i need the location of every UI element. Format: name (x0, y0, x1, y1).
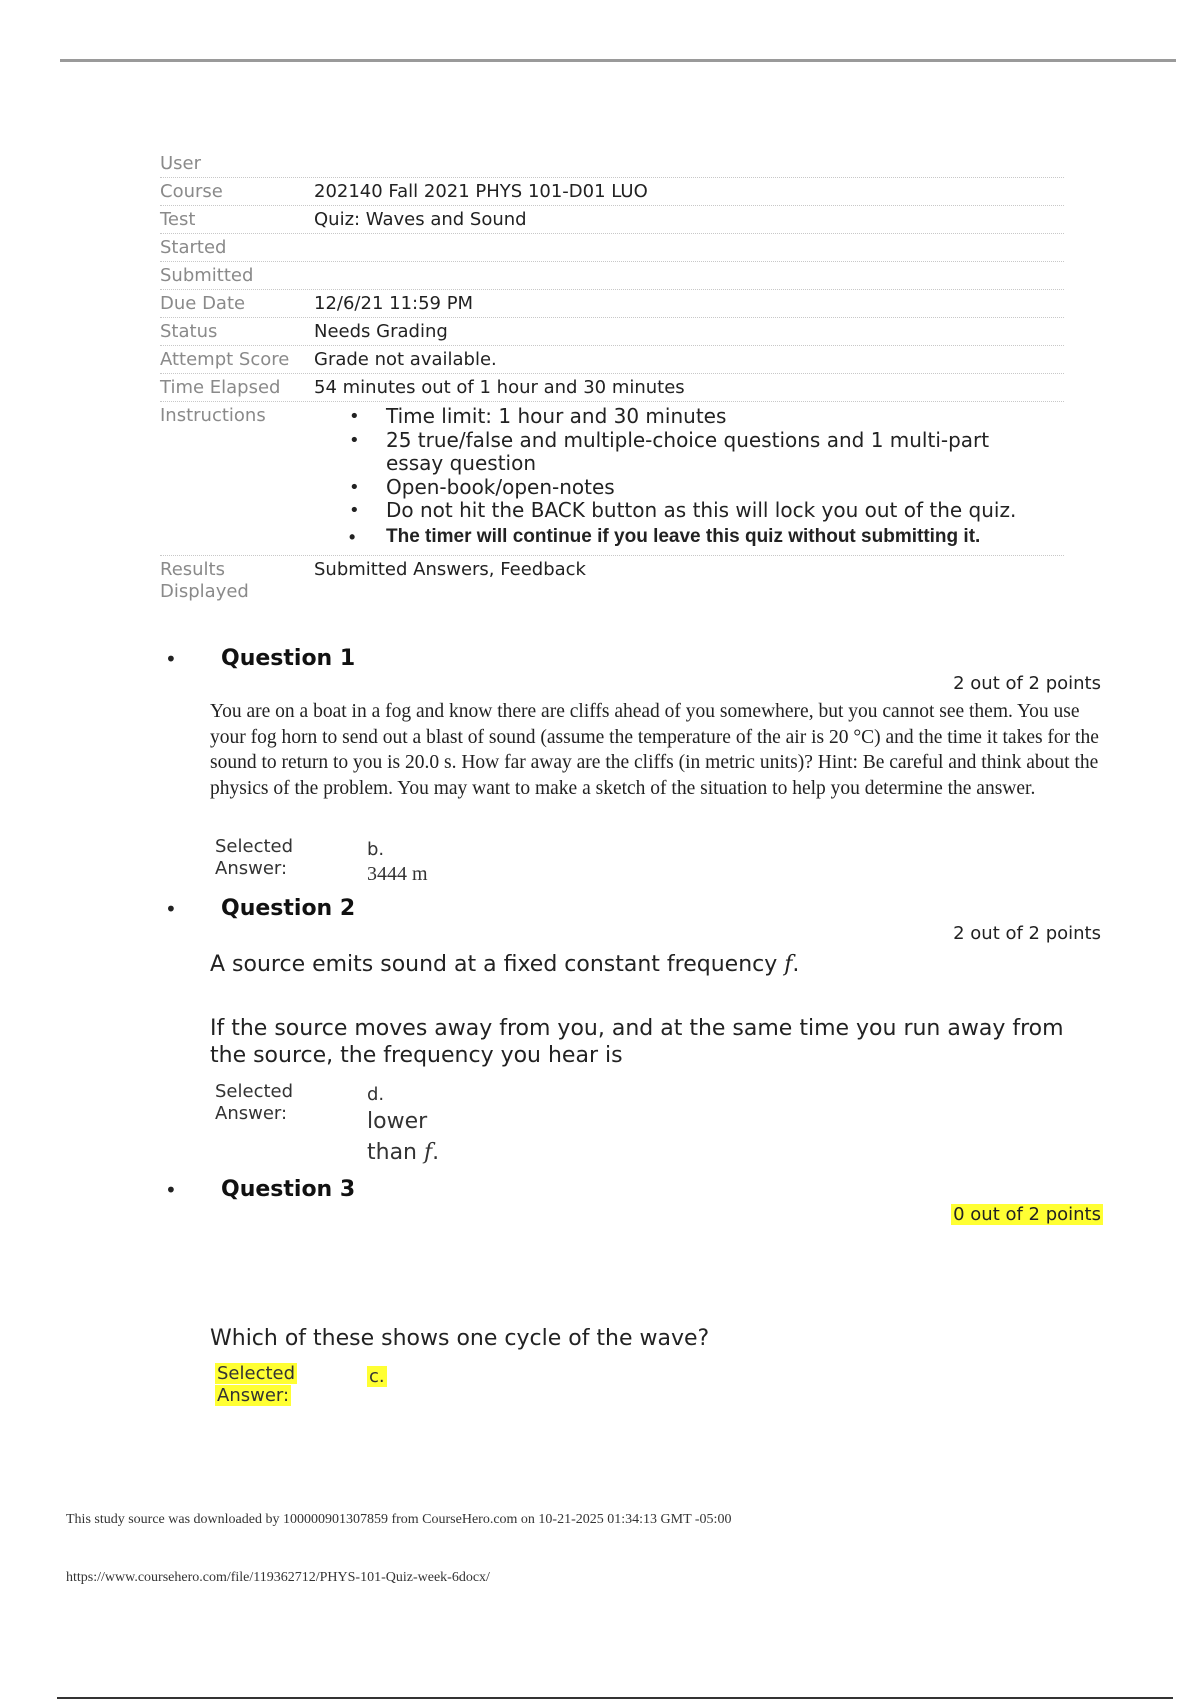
question-text-2: If the source moves away from you, and at the same time you run away from the source, the frequency you hear is (210, 1016, 1064, 1068)
question-points: 2 out of 2 points (953, 923, 1101, 944)
selected-answer (215, 1363, 387, 1407)
meta-label: Course (160, 181, 223, 202)
question-text: You are on a boat in a fog and know there are cliffs ahead of you somewhere, but you cannot see them. You use your fog horn to send out a blast of sound (assume the temperature of the air is 20 °C) and the time it takes for the sound to return to you is 20.0 s. How far away are the cliffs (in metric units)? Hint: Be careful and think about the physics of the problem. You may want to make a sketch of the situation to help you determine the answer. (210, 701, 1099, 799)
meta-row-time-elapsed (160, 374, 1064, 402)
question-text: Which of these shows one cycle of the wave? (210, 1326, 710, 1351)
meta-label: Instructions (160, 405, 266, 426)
meta-value: 202140 Fall 2021 PHYS 101-D01 LUO (314, 181, 648, 202)
instruction-item: • Open-book/open-notes (314, 476, 1036, 500)
selected-answer-label: Selected Answer: (217, 1363, 296, 1406)
meta-row-submitted (160, 262, 1064, 290)
meta-value: Quiz: Waves and Sound (314, 209, 527, 230)
meta-value (314, 262, 1064, 289)
selected-answer-value (367, 1081, 439, 1168)
instruction-item-bold: • The timer will continue if you leave this quiz without submitting it. (314, 523, 1036, 551)
attempt-details-table (160, 150, 1064, 603)
selected-answer-value (367, 1363, 387, 1407)
meta-row-due-date (160, 290, 1064, 318)
selected-answer (215, 836, 428, 887)
bullet: • (165, 896, 177, 921)
selected-answer-label: Selected Answer: (215, 1081, 294, 1124)
meta-label: Started (160, 237, 227, 258)
instruction-item: • Do not hit the BACK button as this will lock you out of the quiz. (314, 499, 1036, 523)
meta-row-attempt-score (160, 346, 1064, 374)
meta-value: Submitted Answers, Feedback (314, 558, 586, 580)
meta-row-results-displayed (160, 556, 1064, 603)
question-title: Question 2 (221, 896, 356, 921)
meta-value: Grade not available. (314, 349, 497, 370)
meta-label: Attempt Score (160, 349, 290, 370)
selected-answer-value (367, 836, 428, 887)
question-3-heading (165, 1177, 355, 1202)
meta-row-started (160, 234, 1064, 262)
meta-label: Results Displayed (160, 558, 249, 602)
selected-answer (215, 1081, 439, 1168)
question-2-heading (165, 896, 355, 921)
meta-label: Submitted (160, 265, 254, 286)
question-points-highlighted: 0 out of 2 points (953, 1204, 1101, 1225)
meta-row-test (160, 206, 1064, 234)
answer-text: 3444 m (367, 863, 428, 885)
meta-label: User (160, 153, 202, 174)
meta-value: Needs Grading (314, 321, 448, 342)
answer-letter: b. (367, 839, 385, 860)
meta-value: 54 minutes out of 1 hour and 30 minutes (314, 377, 685, 398)
top-rule (60, 59, 1176, 62)
meta-value: 12/6/21 11:59 PM (314, 293, 474, 314)
question-text: A source emits sound at a fixed constant frequency f. (210, 952, 800, 977)
instruction-item: • Time limit: 1 hour and 30 minutes (314, 405, 1036, 429)
question-1-heading (165, 646, 355, 671)
question-title: Question 3 (221, 1177, 356, 1202)
instructions-list (314, 405, 1064, 555)
answer-text: lower (367, 1109, 428, 1134)
question-points: 2 out of 2 points (953, 673, 1101, 694)
meta-row-status (160, 318, 1064, 346)
meta-label: Due Date (160, 293, 246, 314)
question-title: Question 1 (221, 646, 356, 671)
meta-label: Test (160, 209, 196, 230)
meta-row-instructions (160, 402, 1064, 556)
instruction-item: • 25 true/false and multiple-choice questions and 1 multi-part essay question (314, 429, 1036, 476)
meta-label: Status (160, 321, 218, 342)
selected-answer-label: Selected Answer: (215, 836, 294, 879)
answer-letter: c. (369, 1366, 385, 1387)
bullet: • (165, 646, 177, 671)
instructions-value (314, 402, 1064, 555)
answer-text: than f. (367, 1140, 440, 1165)
source-url[interactable]: https://www.coursehero.com/file/119362712/PHYS-101-Quiz-week-6docx/ (66, 1570, 490, 1585)
answer-letter: d. (367, 1084, 385, 1105)
meta-row-user (160, 150, 1064, 178)
bottom-rule (57, 1697, 1173, 1699)
meta-row-course (160, 178, 1064, 206)
meta-value (314, 150, 1064, 177)
bullet: • (165, 1177, 177, 1202)
meta-value (314, 234, 1064, 261)
download-notice: This study source was downloaded by 100000901307859 from CourseHero.com on 10-21-2025 01:34:13 GMT -05:00 (66, 1512, 732, 1527)
meta-label: Time Elapsed (160, 377, 281, 398)
